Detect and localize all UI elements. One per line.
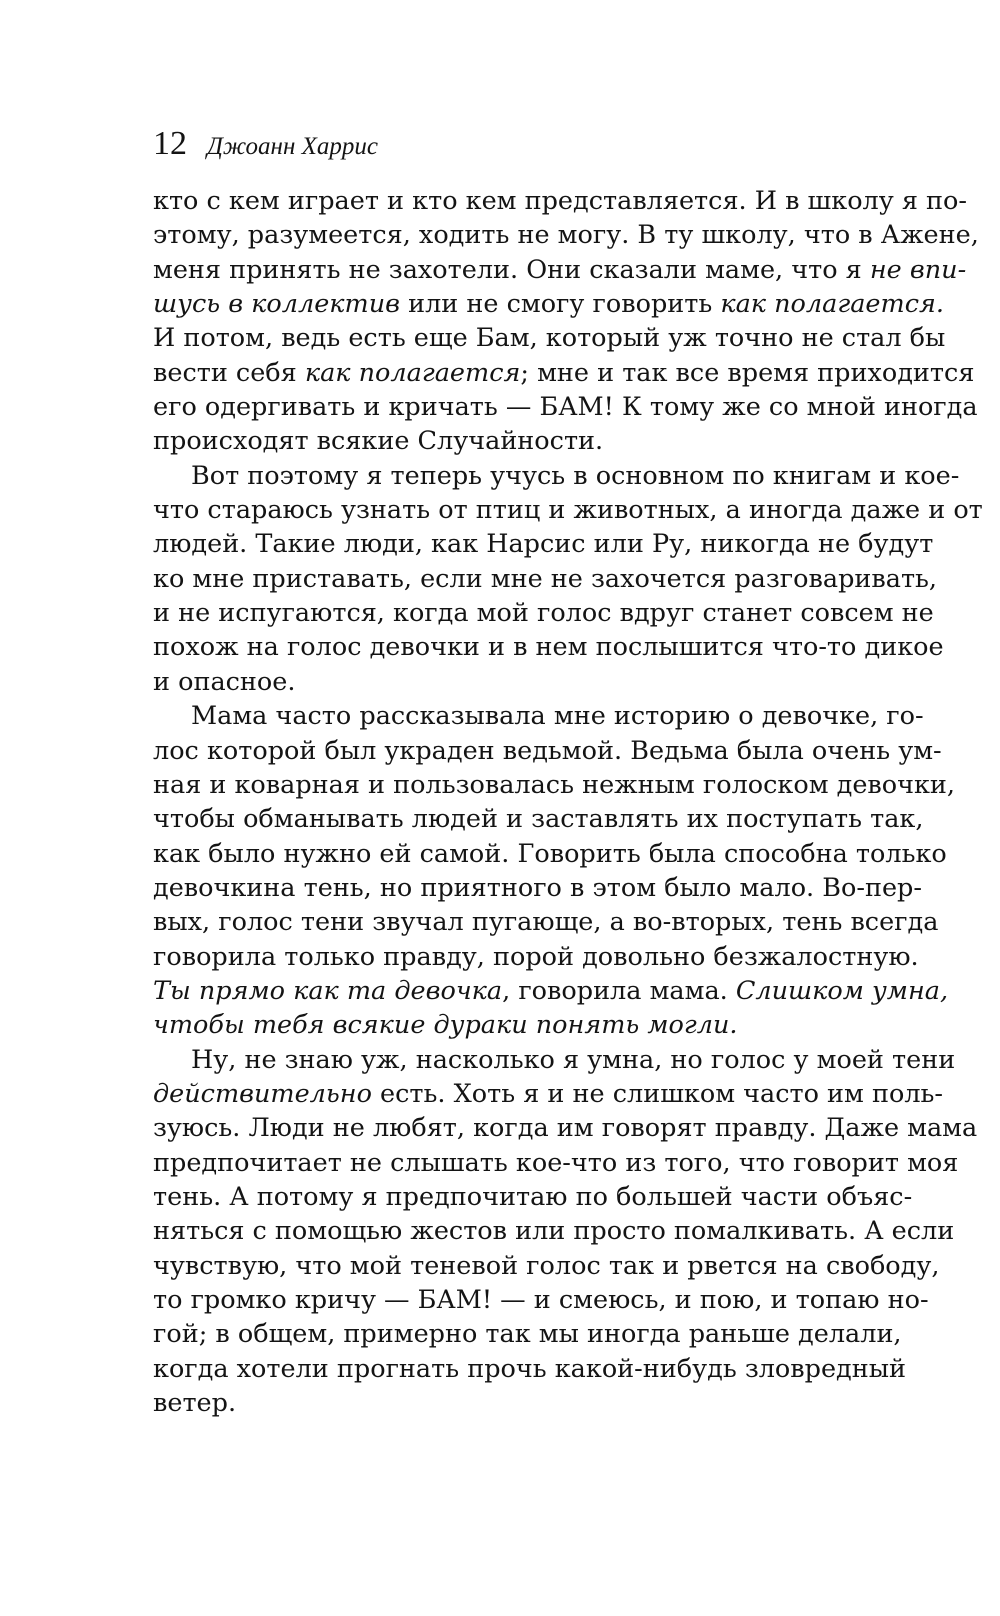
text-segment: чувствую, что мой теневой голос так и рвется на свободу, [153,1250,940,1281]
text-segment: ветер. [153,1388,237,1419]
text-line [153,287,944,321]
text-line [153,837,947,871]
text-line [153,1008,872,1042]
text-segment: тень. А потому я предпочитаю по большей части объяс- [153,1181,913,1212]
text-segment: предпочитает не слышать кое-что из того, что говорит моя [153,1147,959,1178]
text-line [153,1214,955,1248]
italic-text: действительно [153,1078,372,1109]
text-line [153,1043,956,1077]
text-segment: ; мне и так все время приходится [520,357,975,388]
text-segment: Мама часто рассказывала мне историю о девочке, го- [191,701,924,732]
text-line [153,424,872,458]
text-segment: Ну, не знаю уж, насколько я умна, но голос у моей тени [191,1044,956,1075]
text-line [153,802,924,836]
italic-text: Ты прямо как та девочка [153,975,503,1006]
text-segment: его одергивать и кричать — БАМ! К тому же со мной иногда [153,392,978,423]
text-segment: чтобы обманывать людей и заставлять их поступать так, [153,804,924,835]
text-line [153,1283,929,1317]
text-segment: гой; в общем, примерно так мы иногда раньше делали, [153,1319,902,1350]
running-head-author: Джоанн Харрис [207,133,378,160]
text-line [153,974,949,1008]
text-segment: или не смогу говорить [399,289,721,320]
text-segment: говорила только правду, порой довольно безжалостную. [153,941,919,972]
italic-text: Слишком умна, [735,975,949,1006]
text-segment: то громко кричу — БАМ! — и смеюсь, и пою, и топаю но- [153,1285,929,1315]
text-line [153,321,946,355]
text-segment: когда хотели прогнать прочь какой-нибудь зловредный [153,1353,907,1384]
text-line [153,1111,978,1145]
text-segment: девочкина тень, но приятного в этом было мало. Во-пер- [153,872,922,903]
text-line [153,184,968,218]
text-line [153,1249,940,1283]
text-line [153,218,979,252]
text-segment: И потом, ведь есть еще Бам, который уж точно не стал бы [153,323,946,354]
italic-text: как полагается [304,357,521,388]
text-segment: что стараюсь узнать от птиц и животных, а иногда даже и от [153,495,983,526]
text-segment: людей. Такие люди, как Нарсис или Ру, никогда не будут [153,529,934,560]
text-line [153,253,967,287]
text-line [153,1146,959,1180]
text-segment: есть. Хоть я и не слишком часто им поль- [371,1078,944,1109]
italic-text: как полагается. [720,289,944,320]
text-line [153,665,872,699]
italic-text: не впи- [869,254,967,285]
italic-text: шусь в коллектив [153,289,400,320]
text-line [153,1180,913,1214]
text-line [153,630,944,664]
text-segment: ная и коварная и пользовалась нежным голоском девочки, [153,769,956,800]
text-line [153,768,956,802]
text-segment: и не испугаются, когда мой голос вдруг станет совсем не [153,598,934,629]
text-segment: , говорила мама. [502,975,736,1006]
text-segment: кто с кем играет и кто кем представляется. И в школу я по- [153,186,968,216]
text-line [153,734,942,768]
text-line [153,562,938,596]
running-head [153,124,378,172]
text-segment: вести себя [153,357,305,388]
text-line [153,940,919,974]
text-line [153,527,934,561]
text-line [153,1352,907,1386]
text-segment: лос которой был украден ведьмой. Ведьма была очень ум- [153,735,942,766]
text-line [153,1077,944,1111]
body-text [153,184,983,1420]
text-segment: меня принять не захотели. Они сказали маме, что я [153,254,870,285]
text-line [153,905,939,939]
text-segment: и опасное. [153,666,296,697]
text-segment: похож на голос девочки и в нем послышится что-то дикое [153,632,944,663]
text-segment: Вот поэтому я теперь учусь в основном по книгам и кое- [191,460,960,491]
italic-text: чтобы тебя всякие дураки понять могли. [153,1010,738,1041]
text-segment: вых, голос тени звучал пугающе, а во-вторых, тень всегда [153,907,939,938]
text-segment: няться с помощью жестов или просто помалкивать. А если [153,1216,955,1247]
text-line [153,699,924,733]
text-segment: происходят всякие Случайности. [153,426,604,457]
text-segment: как было нужно ей самой. Говорить была способна только [153,838,947,869]
text-line [153,493,983,527]
text-line [153,596,934,630]
text-line [153,390,978,424]
text-line [153,871,922,905]
page-number: 12 [153,125,187,162]
text-segment: этому, разумеется, ходить не могу. В ту школу, что в Ажене, [153,220,979,251]
text-line [153,356,975,390]
text-segment: ко мне приставать, если мне не захочется разговаривать, [153,563,938,594]
text-line [153,459,960,493]
text-segment: зуюсь. Люди не любят, когда им говорят правду. Даже мама [153,1113,978,1144]
text-line [153,1386,872,1420]
text-line [153,1317,902,1351]
